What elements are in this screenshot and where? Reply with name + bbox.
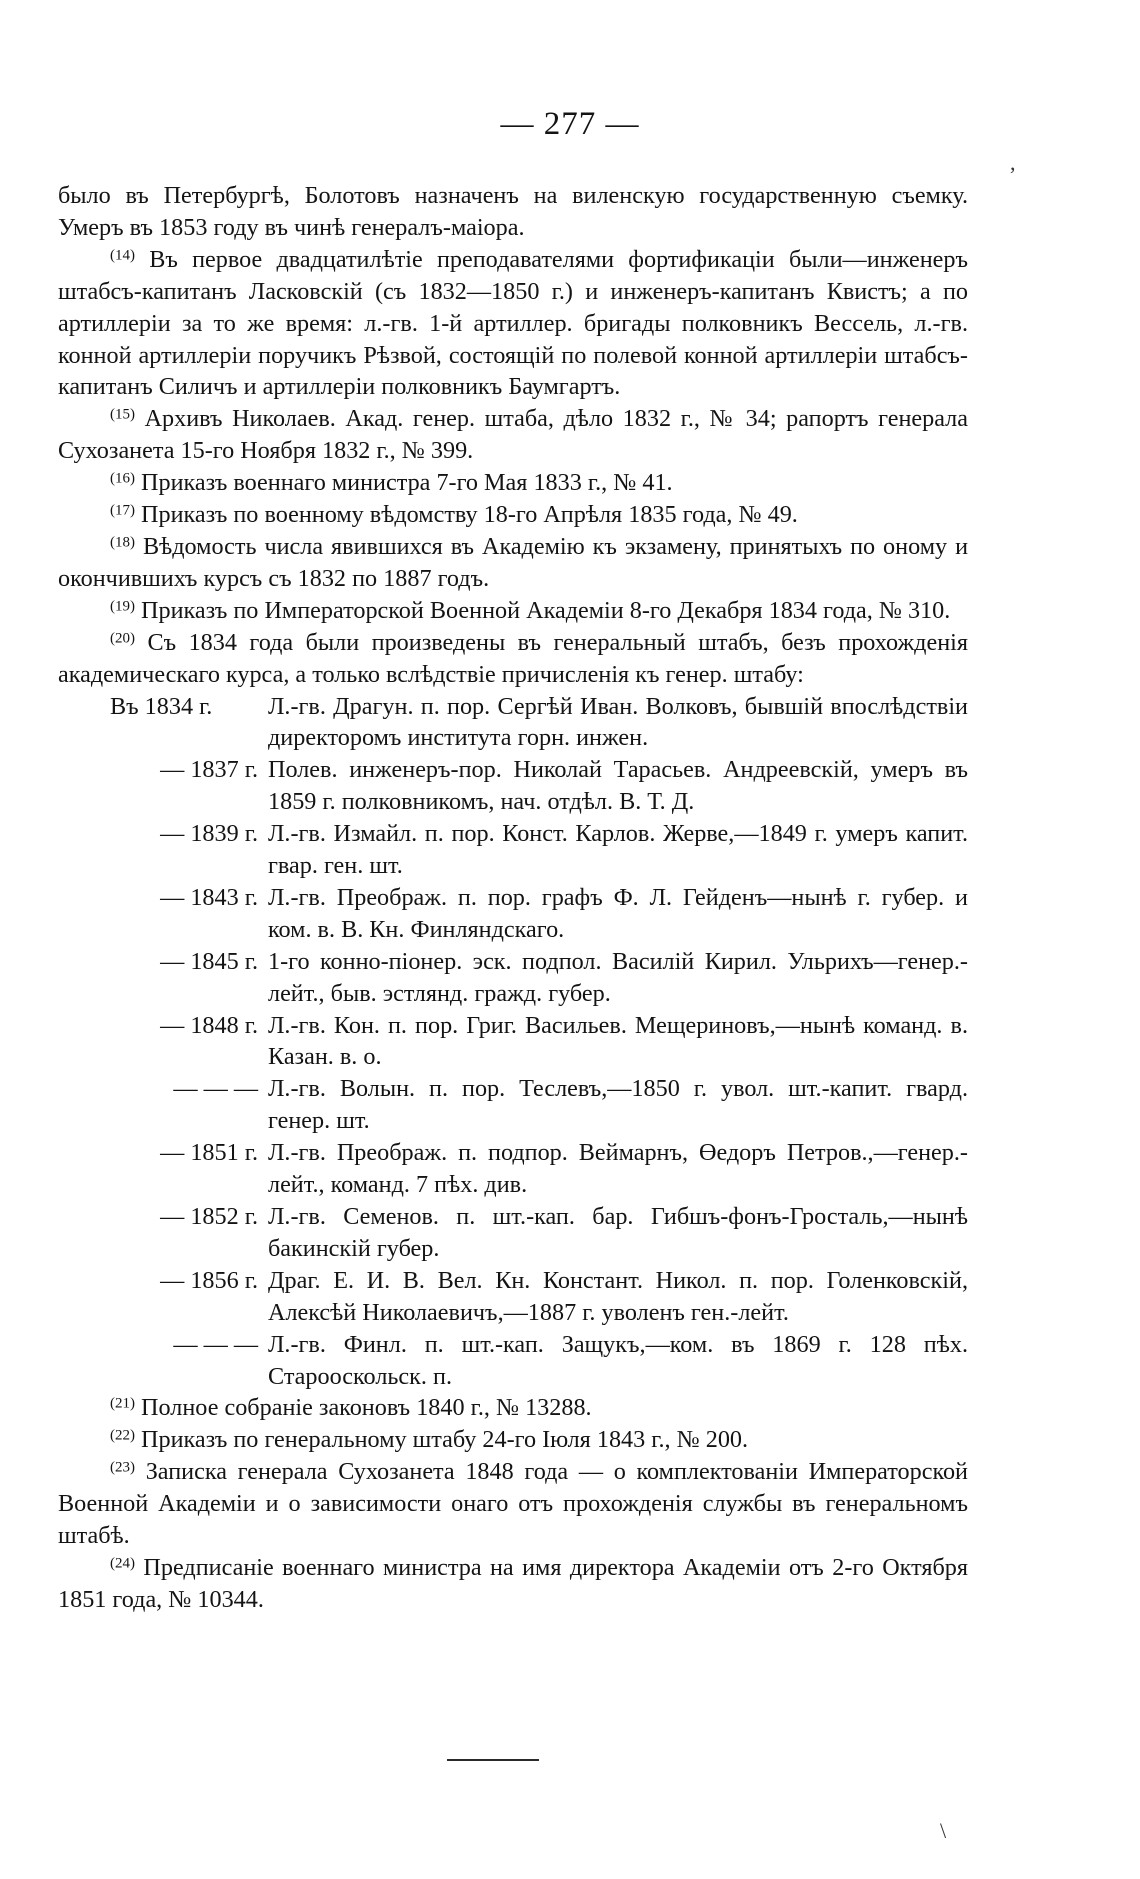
footnote-24: $^{(24)}$ Предписаніе военнаго министра на имя директора Академіи отъ 2-го Октября 1851 года, № 10344. [58,1553,968,1613]
continuation-paragraph: было въ Петербургѣ, Болотовъ назначенъ на виленскую государственную съемку. Умеръ въ 1853 году въ чинѣ генералъ-маіора. [58,182,968,241]
page-number: — 277 — [500,106,640,142]
officer-entry: — 1843 г. Л.-гв. Преображ. п. пор. графъ Ф. Л. Гейденъ—нынѣ г. губер. и ком. в. В. Кн. Финляндскаго. [160,883,968,943]
footnote-20: $^{(20)}$ Съ 1834 года были произведены въ генеральный штабъ, безъ прохожденія академическаго курса, а только вслѣдствіе причисленія къ генер. штабу: [58,628,969,688]
end-rule [447,1759,539,1761]
footnote-19: $^{(19)}$ Приказъ по Императорской Военной Академіи 8-го Декабря 1834 года, № 310. [110,596,951,624]
officer-entry: Въ 1834 г. Л.-гв. Драгун. п. пор. Сергѣй Иван. Волковъ, бывшій впослѣдствіи директоромъ института горн. инжен. [110,692,968,752]
footnote-17: $^{(17)}$ Приказъ по военному вѣдомству 18-го Апрѣля 1835 года, № 49. [110,501,798,529]
officer-entry: — 1856 г. Драг. Е. И. В. Вел. Кн. Констант. Никол. п. пор. Голенковскій, Алексѣй Николаевичъ,—1887 г. уволенъ ген.-лейт. [160,1266,968,1326]
footnote-14: $^{(14)}$ Въ первое двадцатилѣтіе преподавателями фортификаціи были—инженеръ штабсъ-капитанъ Ласковскій (съ 1832—1850 г.) и инженеръ-капитанъ Квистъ; а по артиллеріи за то же время: л.-гв. 1-й артиллер. бригады полковникъ Вессель, л.-гв. конной артиллеріи поручикъ Рѣзвой, состоящій по полевой конной артиллеріи штабсъ-капитанъ Силичъ и артиллеріи полковникъ Баумгартъ. [58,245,968,401]
officer-entry: — — — Л.-гв. Волын. п. пор. Теслевъ,—1850 г. увол. шт.-капит. гвард. генер. шт. [173,1075,968,1135]
officer-entry: — 1837 г. Полев. инженеръ-пор. Николай Тарасьев. Андреевскій, умеръ въ 1859 г. полковникомъ, нач. отдѣл. В. Т. Д. [160,756,968,816]
footnotes-body [58,180,968,1616]
officer-entry: — — — Л.-гв. Финл. п. шт.-кап. Защукъ,—ком. въ 1869 г. 128 пѣх. Старооскольск. п. [173,1330,968,1390]
officer-entry: — 1845 г. 1-го конно-піонер. эск. подпол. Василій Кирил. Ульрихъ—генер.-лейт., быв. эстлянд. гражд. губер. [160,947,968,1007]
footnote-21: $^{(21)}$ Полное собраніе законовъ 1840 г., № 13288. [110,1394,592,1422]
footnote-18: $^{(18)}$ Вѣдомость числа явившихся въ Академію къ экзамену, принятыхъ по оному и окончившихъ курсъ съ 1832 по 1887 годъ. [58,532,969,592]
footnote-23: $^{(23)}$ Записка генерала Сухозанета 1848 года — о комплектованіи Императорской Военной Академіи и о зависимости онаго отъ прохожденія службы въ генеральномъ штабѣ. [58,1458,969,1550]
footnote-22: $^{(22)}$ Приказъ по генеральному штабу 24-го Іюля 1843 г., № 200. [110,1426,749,1454]
officer-entry: — 1851 г. Л.-гв. Преображ. п. подпор. Веймарнъ, Өедоръ Петров.,—генер.-лейт., команд. 7 пѣх. див. [160,1139,968,1199]
footnote-16: $^{(16)}$ Приказъ военнаго министра 7-го Мая 1833 г., № 41. [110,469,673,497]
officer-entry: — 1848 г. Л.-гв. Кон. п. пор. Григ. Васильев. Мещериновъ,—нынѣ команд. в. Казан. в. о. [160,1011,968,1071]
officer-entry: — 1839 г. Л.-гв. Измайл. п. пор. Конст. Карлов. Жерве,—1849 г. умеръ капит. гвар. ген. шт. [160,820,968,880]
officer-entry: — 1852 г. Л.-гв. Семенов. п. шт.-кап. бар. Гибшъ-фонъ-Гросталь,—нынѣ бакинскій губер. [160,1203,968,1262]
footnote-15: $^{(15)}$ Архивъ Николаев. Акад. генер. штаба, дѣло 1832 г., № 34; рапортъ генерала Сухозанета 15-го Ноября 1832 г., № 399. [58,405,968,465]
print-speck: , [1010,150,1016,175]
print-speck: \ [940,1818,947,1843]
